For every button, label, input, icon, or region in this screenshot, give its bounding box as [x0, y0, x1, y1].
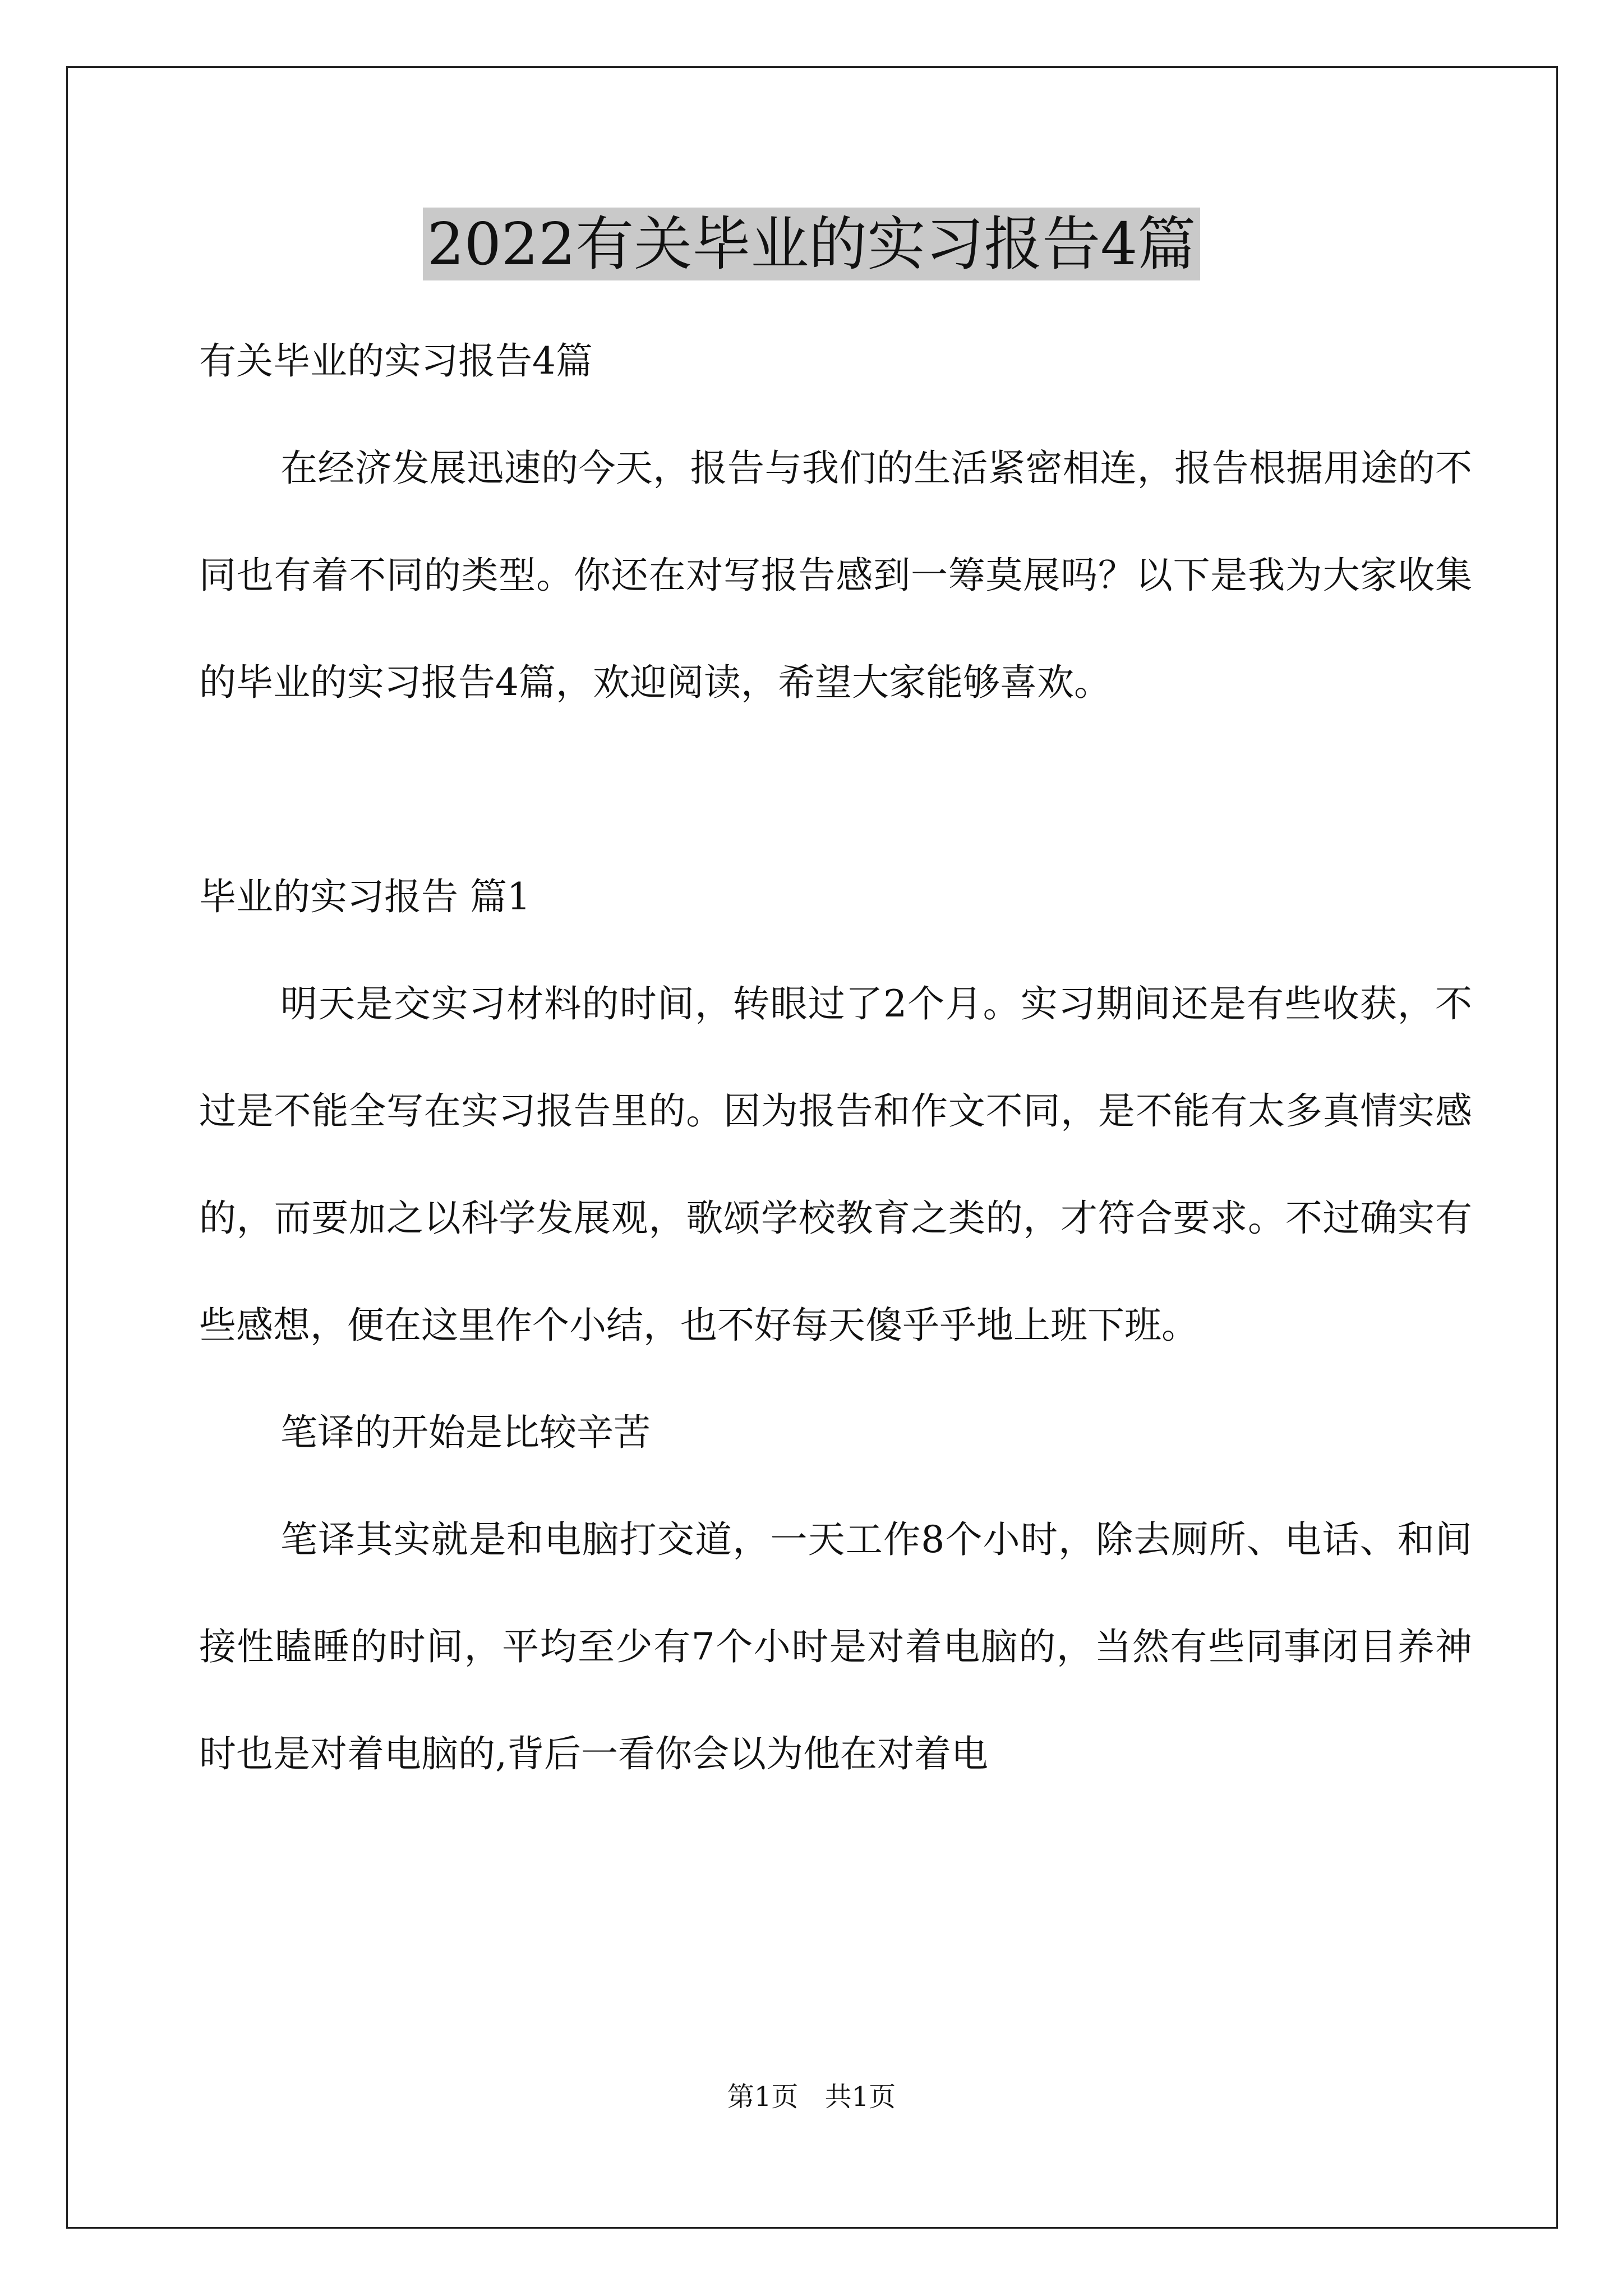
section-paragraph-2: 笔译其实就是和电脑打交道，一天工作8个小时，除去厕所、电话、和间接性瞌睡的时间，平均至少有7个小时是对着电脑的，当然有些同事闭目养神时也是对着电脑的,背后一看你会以为他在对着电	[199, 1518, 1472, 1775]
document-body	[199, 307, 1472, 1807]
document-title	[0, 202, 1623, 286]
page-footer	[0, 2080, 1623, 2114]
section-paragraph-1: 明天是交实习材料的时间，转眼过了2个月。实习期间还是有些收获，不过是不能全写在实习报告里的。因为报告和作文不同，是不能有太多真情实感的，而要加之以科学发展观，歌颂学校教育之类的，才符合要求。不过确实有些感想，便在这里作个小结，也不好每天傻乎乎地上班下班。	[199, 982, 1472, 1347]
document-title-text: 2022有关毕业的实习报告4篇	[423, 208, 1201, 280]
page-total: 共1页	[824, 2081, 896, 2113]
section-spacer	[199, 736, 1472, 843]
page-number: 第1页	[727, 2081, 799, 2113]
section-subheading: 笔译的开始是比较辛苦	[280, 1411, 651, 1454]
section-heading: 毕业的实习报告 篇1	[199, 875, 531, 918]
document-subtitle: 有关毕业的实习报告4篇	[199, 339, 593, 383]
intro-paragraph: 在经济发展迅速的今天，报告与我们的生活紧密相连，报告根据用途的不同也有着不同的类型。你还在对写报告感到一筹莫展吗？以下是我为大家收集的毕业的实习报告4篇，欢迎阅读，希望大家能够喜欢。	[199, 447, 1472, 704]
